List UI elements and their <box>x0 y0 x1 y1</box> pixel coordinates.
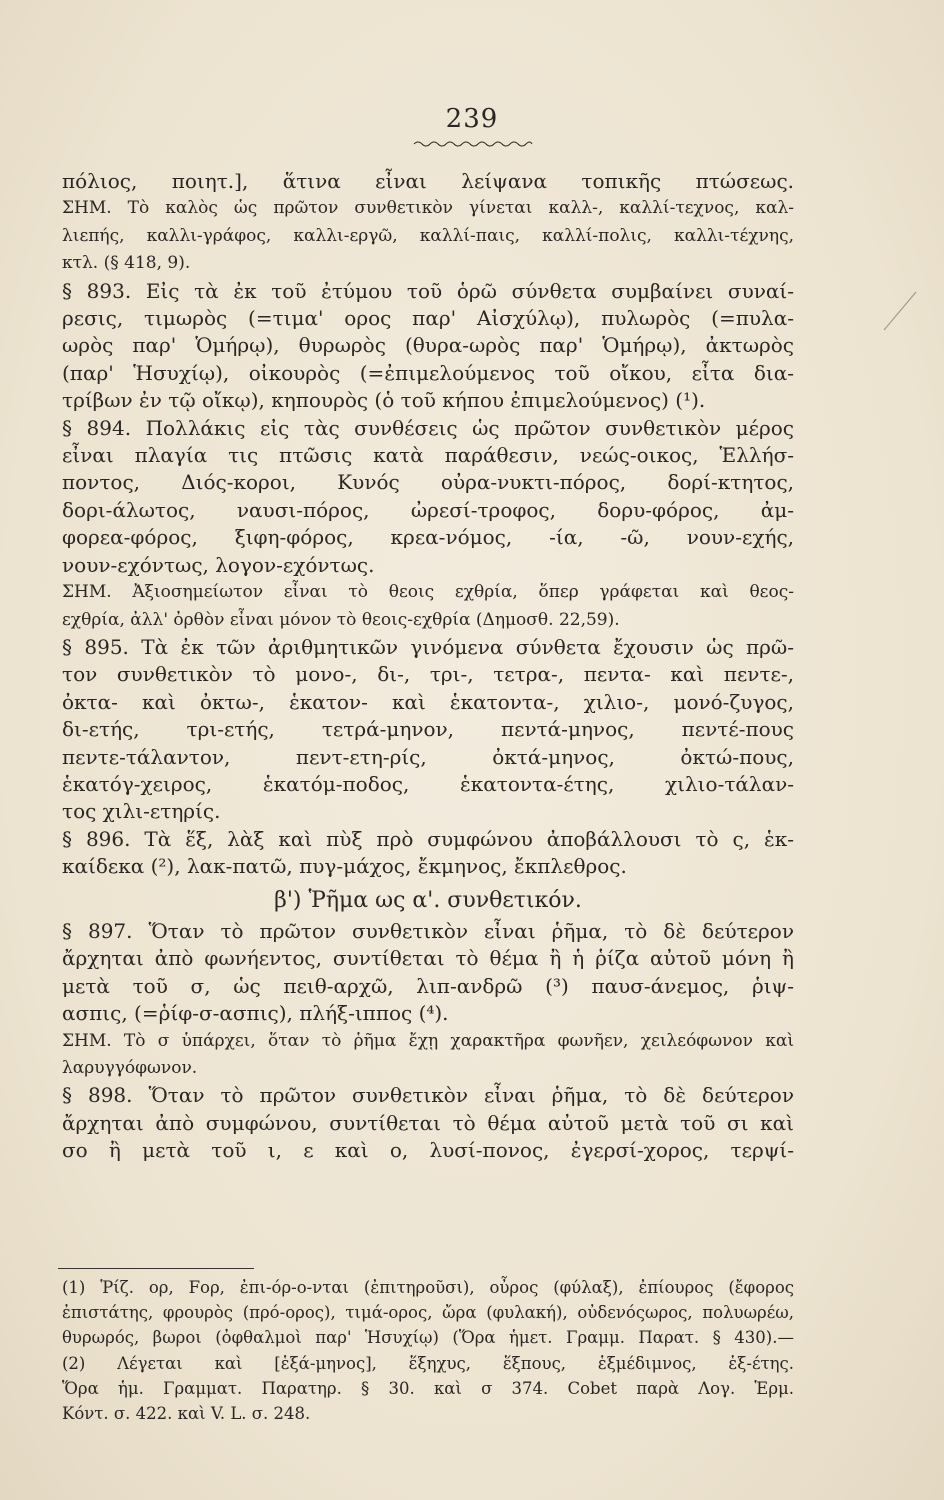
text-line: νουν-εχόντως, λογον-εχόντως. <box>62 552 375 577</box>
footnote-line: (2) Λέγεται καὶ [ἑξά-μηνος], ἕξηχυς, ἕξπους, ἑξμέδιμνος, ἑξ-έτης. <box>62 1353 794 1373</box>
text-line: καίδεκα (²), λακ-πατῶ, πυγ-μάχος, ἔκμηνος, ἔκπλεθρος. <box>62 854 627 879</box>
text-line: τρίβων ἐν τῷ οἴκῳ), κηπουρὸς (ὁ τοῦ κήπου ἐπιμελούμενος) (¹). <box>62 388 706 413</box>
text-line: λιεπής, καλλι-γράφος, καλλι-εργῶ, καλλί-παις, καλλί-πολις, καλλι-τέχνης, <box>62 225 794 246</box>
footnote-divider <box>58 1268 254 1269</box>
text-line: § 896. Τὰ ἕξ, λὰξ καὶ πὺξ πρὸ συμφώνου ἀποβάλλουσι τὸ ς, ἑκ- <box>62 826 794 851</box>
text-line: φορεα-φόρος, ξιφη-φόρος, κρεα-νόμος, -ία, -ῶ, νουν-εχής, <box>62 525 794 550</box>
text-line: ωρὸς παρ' Ὁμήρῳ), θυρωρὸς (θυρα-ωρὸς παρ' Ὁμήρῳ), ἀκτωρὸς <box>62 333 794 358</box>
text-line: πεντε-τάλαντον, πεντ-ετη-ρίς, ὀκτά-μηνος, ὀκτώ-πους, <box>62 744 794 769</box>
pencil-mark-icon <box>878 290 918 350</box>
text-line: (παρ' Ἡσυχίῳ), οἰκουρὸς (=ἐπιμελούμενος τοῦ οἴκου, εἶτα δια- <box>62 360 794 385</box>
text-line: § 897. Ὅταν τὸ πρῶτον συνθετικὸν εἶναι ῥῆμα, τὸ δὲ δεύτερον <box>62 918 794 943</box>
text-line: § 894. Πολλάκις εἰς τὰς συνθέσεις ὡς πρῶτον συνθετικὸν μέρος <box>62 415 794 440</box>
text-line: ΣΗΜ. Τὸ καλὸς ὡς πρῶτον συνθετικὸν γίνεται καλλ-, καλλί-τεχνος, καλ- <box>62 198 794 219</box>
footnote-line: (1) Ῥίζ. ορ, Fορ, ἐπι-όρ-ο-νται (ἐπιτηροῦσι), οὖρος (φύλαξ), ἐπίουρος (ἔφορος <box>62 1278 794 1297</box>
text-line: ασπις, (=ῥίφ-σ-ασπις), πλήξ-ιππος (⁴). <box>62 1001 449 1026</box>
text-line: ὀκτα- καὶ ὀκτω-, ἑκατον- καὶ ἑκατοντα-, χιλιο-, μονό-ζυγος, <box>62 689 794 714</box>
text-line: ποντος, Διός-κοροι, Κυνός οὐρα-νυκτι-πόρος, δορί-κτητος, <box>62 470 794 495</box>
main-text <box>62 168 794 1165</box>
text-line: τον συνθετικὸν τὸ μονο-, δι-, τρι-, τετρα-, πεντα- καὶ πεντε-, <box>62 662 794 687</box>
text-line: ἑκατόγ-χειρος, ἑκατόμ-ποδος, ἑκατοντα-έτης, χιλιο-τάλαν- <box>62 771 794 796</box>
footnote-line: ἐπιστάτης, φρουρὸς (πρό-ορος), τιμά-ορος, ὤρα (φυλακή), οὐδενόςωρος, πολυωρέω, <box>62 1303 794 1323</box>
text-line: § 893. Εἰς τὰ ἐκ τοῦ ἐτύμου τοῦ ὁρῶ σύνθετα συμβαίνει συναί- <box>62 278 794 303</box>
text-line: μετὰ τοῦ σ, ὡς πειθ-αρχῶ, λιπ-ανδρῶ (³) παυσ-άνεμος, ῥιψ- <box>62 973 794 998</box>
text-line: § 898. Ὅταν τὸ πρῶτον συνθετικὸν εἶναι ῥῆμα, τὸ δὲ δεύτερον <box>62 1083 794 1108</box>
section-heading: β') Ῥῆμα ως α'. συνθετικόν. <box>274 887 582 913</box>
footnote-line: Κόντ. σ. 422. καὶ V. L. σ. 248. <box>62 1404 311 1424</box>
page-number-flourish-icon <box>412 140 534 148</box>
text-line: κτλ. (§ 418, 9). <box>62 253 191 274</box>
text-line: δι-ετής, τρι-ετής, τετρά-μηνον, πεντά-μηνος, πεντέ-πους <box>62 717 794 742</box>
text-line: ΣΗΜ. Τὸ σ ὑπάρχει, ὅταν τὸ ῥῆμα ἔχῃ χαρακτῆρα φωνῆεν, χειλεόφωνον καὶ <box>62 1030 794 1051</box>
text-line: δορι-άλωτος, ναυσι-πόρος, ὠρεσί-τροφος, δορυ-φόρος, ἀμ- <box>62 497 794 522</box>
page-number: 239 <box>445 104 499 134</box>
text-line: σο ἢ μετὰ τοῦ ι, ε καὶ ο, λυσί-πονος, ἐγερσί-χορος, τερψί- <box>62 1138 794 1163</box>
text-line: εἶναι πλαγία τις πτῶσις κατὰ παράθεσιν, νεώς-οικος, Ἑλλήσ- <box>62 443 794 468</box>
text-line: ἄρχηται ἀπὸ συμφώνου, συντίθεται τὸ θέμα αὐτοῦ μετὰ τοῦ σι καὶ <box>62 1110 794 1135</box>
footnotes <box>62 1275 794 1426</box>
text-line: εχθρία, ἀλλ' ὀρθὸν εἶναι μόνον τὸ θεοις-εχθρία (Δημοσθ. 22,59). <box>62 609 620 630</box>
footnote-line: Ὅρα ἡμ. Γραμματ. Παρατηρ. § 30. καὶ σ 374. Cobet παρὰ Λογ. Ἑρμ. <box>62 1378 794 1398</box>
text-line: λαρυγγόφωνον. <box>62 1058 198 1078</box>
text-line: ρεσις, τιμωρὸς (=τιμα' ορος παρ' Αἰσχύλῳ), πυλωρὸς (=πυλα- <box>62 306 794 331</box>
text-line: § 895. Τὰ ἐκ τῶν ἀριθμητικῶν γινόμενα σύνθετα ἔχουσιν ὡς πρῶ- <box>62 634 794 659</box>
text-line: πόλιος, ποιητ.], ἅτινα εἶναι λείψανα τοπικῆς πτώσεως. <box>62 169 794 193</box>
text-line: ἄρχηται ἀπὸ φωνήεντος, συντίθεται τὸ θέμα ἢ ἡ ῥίζα αὐτοῦ μόνη ἢ <box>62 946 794 971</box>
footnote-line: θυρωρός, βωροι (ὀφθαλμοὶ παρ' Ἡσυχίῳ) (Ὅρα ἡμετ. Γραμμ. Παρατ. § 430).— <box>62 1328 794 1348</box>
text-line: ΣΗΜ. Ἀξιοσημείωτον εἶναι τὸ θεοις εχθρία, ὅπερ γράφεται καὶ θεος- <box>62 582 794 603</box>
text-line: τος χιλι-ετηρίς. <box>62 799 221 824</box>
